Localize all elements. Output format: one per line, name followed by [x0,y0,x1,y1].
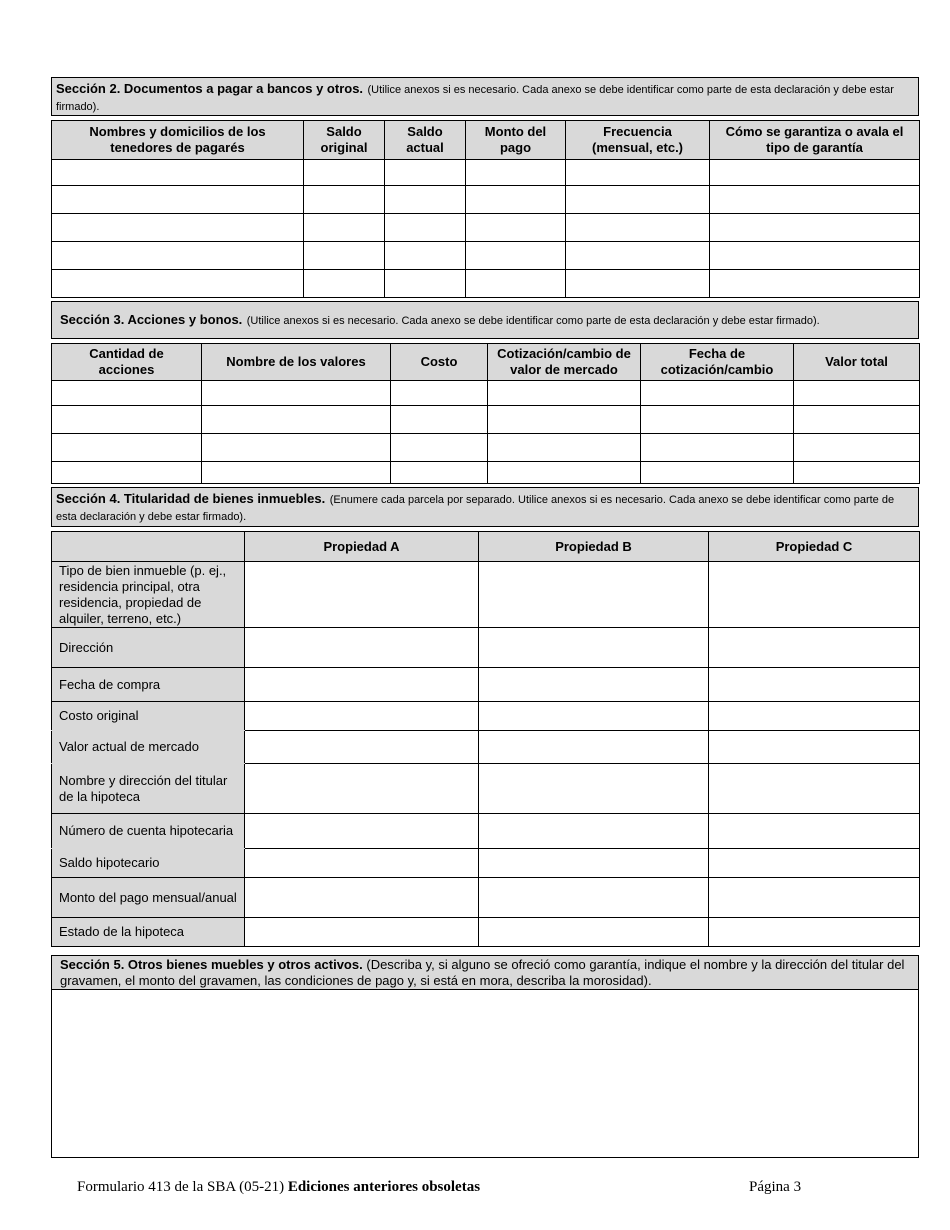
table-row [52,918,920,947]
section2-cell[interactable] [710,186,920,214]
section2-cell[interactable] [304,242,385,270]
section3-cell[interactable] [641,462,794,484]
section3-cell[interactable] [202,434,391,462]
section4-cell[interactable] [709,849,920,878]
section4-cell[interactable] [479,814,709,849]
section3-cell[interactable] [641,434,794,462]
table-row [52,764,920,814]
section5-header [52,956,918,990]
section3-cell[interactable] [52,462,202,484]
section5-textarea[interactable] [52,990,918,1157]
section2-cell[interactable] [466,160,566,186]
section4-cell[interactable] [245,731,479,764]
table-row [52,878,920,918]
section3-cell[interactable] [794,462,920,484]
section4-cell[interactable] [709,668,920,702]
section2-cell[interactable] [52,186,304,214]
section3-cell[interactable] [641,381,794,406]
section2-cell[interactable] [52,270,304,298]
section2-cell[interactable] [385,186,466,214]
section4-corner [52,532,245,562]
section3-cell[interactable] [52,434,202,462]
section4-cell[interactable] [245,628,479,668]
section3-cell[interactable] [641,406,794,434]
section4-cell[interactable] [479,878,709,918]
section3-col-quote-date: Fecha de cotización/cambio [641,344,794,381]
section3-cell[interactable] [52,381,202,406]
section2-cell[interactable] [566,270,710,298]
section2-cell[interactable] [385,270,466,298]
row-label-address: Dirección [52,628,245,668]
section3-col-cost: Costo [391,344,488,381]
row-label-mortgage-balance: Saldo hipotecario [52,849,245,878]
section3-cell[interactable] [202,462,391,484]
section2-table [51,120,920,298]
section4-col-property-c: Propiedad C [709,532,920,562]
section4-cell[interactable] [709,562,920,628]
section3-header [51,301,919,339]
section4-cell[interactable] [709,878,920,918]
section4-cell[interactable] [709,814,920,849]
section4-cell[interactable] [245,849,479,878]
section2-cell[interactable] [466,214,566,242]
section3-cell[interactable] [488,434,641,462]
table-row [52,242,920,270]
table-row [52,186,920,214]
table-row [52,628,920,668]
section3-col-market-quote: Cotización/cambio de valor de mercado [488,344,641,381]
section2-col-frequency: Frecuencia (mensual, etc.) [566,121,710,160]
section5-title: Sección 5. Otros bienes muebles y otros activos. [60,957,363,972]
section2-header [51,77,919,116]
section4-cell[interactable] [245,668,479,702]
section4-cell[interactable] [709,764,920,814]
section3-cell[interactable] [794,434,920,462]
section3-cell[interactable] [391,462,488,484]
section3-cell[interactable] [52,406,202,434]
section3-cell[interactable] [202,381,391,406]
table-row [52,160,920,186]
section3-cell[interactable] [391,434,488,462]
footer-page: Página 3 [749,1179,802,1195]
section2-cell[interactable] [710,160,920,186]
section4-cell[interactable] [479,562,709,628]
section2-cell[interactable] [385,214,466,242]
section2-cell[interactable] [710,242,920,270]
section2-cell[interactable] [466,242,566,270]
row-label-market-value: Valor actual de mercado [52,731,245,764]
section4-cell[interactable] [479,918,709,947]
section2-cell[interactable] [710,214,920,242]
section3-title: Sección 3. Acciones y bonos. [60,312,243,327]
section2-cell[interactable] [304,186,385,214]
section3-cell[interactable] [488,381,641,406]
section4-cell[interactable] [245,878,479,918]
section4-cell[interactable] [479,668,709,702]
section3-cell[interactable] [391,381,488,406]
section4-cell[interactable] [245,814,479,849]
section2-col-name: Nombres y domicilios de los tenedores de pagarés [52,121,304,160]
section4-cell[interactable] [709,731,920,764]
section3-cell[interactable] [794,381,920,406]
table-row [52,702,920,731]
section4-col-property-a: Propiedad A [245,532,479,562]
section2-cell[interactable] [566,160,710,186]
table-row [52,731,920,764]
section3-col-security-name: Nombre de los valores [202,344,391,381]
table-row [52,462,920,484]
section2-col-guarantee: Cómo se garantiza o avala el tipo de garantía [710,121,920,160]
section2-col-payment: Monto del pago [466,121,566,160]
section4-note: (Enumere cada parcela por separado. Utilice anexos si es necesario. Cada anexo se debe identificar como parte de esta declaración y debe estar firmado). [56,494,895,523]
row-label-mortgage-account: Número de cuenta hipotecaria [52,814,245,849]
row-label-mortgage-holder: Nombre y dirección del titular de la hipoteca [52,764,245,814]
row-label-purchase-date: Fecha de compra [52,668,245,702]
row-label-property-type: Tipo de bien inmueble (p. ej., residencia principal, otra residencia, propiedad de alquiler, terreno, etc.) [52,562,245,628]
section5-box [51,955,919,1158]
section2-cell[interactable] [710,270,920,298]
table-row [52,849,920,878]
section3-cell[interactable] [488,462,641,484]
table-row [52,214,920,242]
section2-cell[interactable] [52,214,304,242]
section4-cell[interactable] [479,731,709,764]
section4-table [51,531,920,947]
section3-cell[interactable] [391,406,488,434]
section4-cell[interactable] [479,849,709,878]
section3-col-total-value: Valor total [794,344,920,381]
section5-note: (Describa y, si alguno se ofreció como garantía, indique el nombre y la dirección del titular del gravamen, el monto del gravamen, las condiciones de pago y, si está en mora, describa la morosidad). [60,957,905,988]
section2-cell[interactable] [566,214,710,242]
section2-col-original: Saldo original [304,121,385,160]
section3-cell[interactable] [794,406,920,434]
section2-cell[interactable] [466,186,566,214]
section4-col-property-b: Propiedad B [479,532,709,562]
table-row [52,562,920,628]
section2-cell[interactable] [304,214,385,242]
table-row [52,434,920,462]
section2-col-current: Saldo actual [385,121,466,160]
section4-cell[interactable] [709,702,920,731]
table-row [52,270,920,298]
section4-cell[interactable] [479,702,709,731]
section2-cell[interactable] [52,160,304,186]
section3-cell[interactable] [202,406,391,434]
section2-cell[interactable] [566,186,710,214]
section2-cell[interactable] [566,242,710,270]
section2-title: Sección 2. Documentos a pagar a bancos y otros. [56,81,364,96]
section3-table [51,343,920,484]
section4-cell[interactable] [245,764,479,814]
section2-cell[interactable] [304,270,385,298]
row-label-mortgage-status: Estado de la hipoteca [52,918,245,947]
section2-cell[interactable] [52,242,304,270]
row-label-original-cost: Costo original [52,702,245,731]
section3-cell[interactable] [488,406,641,434]
footer-obsolete: Ediciones anteriores obsoletas [287,1179,481,1195]
table-row [52,814,920,849]
section2-cell[interactable] [304,160,385,186]
footer-form-number: Formulario 413 de la SBA (05-21) [77,1179,285,1195]
table-row [52,668,920,702]
section4-cell[interactable] [709,918,920,947]
section4-header [51,487,919,527]
section4-cell[interactable] [479,628,709,668]
section3-note: (Utilice anexos si es necesario. Cada anexo se debe identificar como parte de esta declaración y debe estar firmado). [246,315,820,327]
section2-cell[interactable] [385,242,466,270]
section4-cell[interactable] [245,702,479,731]
section4-cell[interactable] [479,764,709,814]
row-label-payment-amount: Monto del pago mensual/anual [52,878,245,918]
section2-note: (Utilice anexos si es necesario. Cada anexo se debe identificar como parte de esta declaración y debe estar firmado). [56,84,894,113]
section4-cell[interactable] [709,628,920,668]
section2-cell[interactable] [466,270,566,298]
section4-title: Sección 4. Titularidad de bienes inmuebles. [56,491,326,506]
section2-cell[interactable] [385,160,466,186]
footer-form [77,1179,677,1196]
section3-col-quantity: Cantidad de acciones [52,344,202,381]
section4-cell[interactable] [245,918,479,947]
section4-cell[interactable] [245,562,479,628]
table-row [52,406,920,434]
table-row [52,381,920,406]
